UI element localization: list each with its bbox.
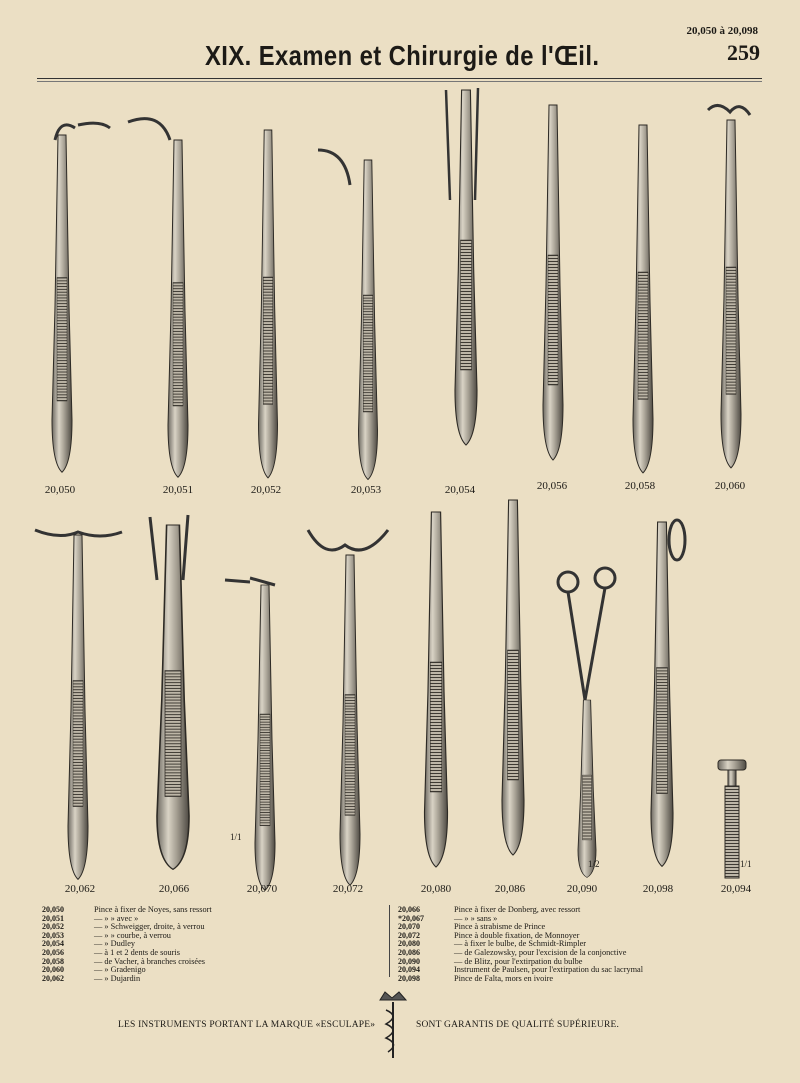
label-20053: 20,053	[350, 484, 382, 496]
legend-row: 20,072 Pince à double fixation, de Monnoyer	[398, 930, 580, 940]
legend-row: 20,051 — » » avec »	[42, 913, 139, 923]
legend-row: 20,098 Pince de Falta, mors en ivoire	[398, 973, 554, 983]
label-20090: 20,090	[566, 883, 598, 895]
legend-row: 20,080 — à fixer le bulbe, de Schmidt-Rimpler	[398, 939, 587, 949]
label-20062: 20,062	[64, 883, 96, 895]
label-20086: 20,086	[494, 883, 526, 895]
legend-row: 20,094 Instrument de Paulsen, pour l'extirpation du sac lacrymal	[398, 965, 644, 975]
label-20080: 20,080	[420, 883, 452, 895]
forceps-20050	[52, 123, 110, 472]
forceps-20051	[128, 119, 188, 478]
forceps-20098	[651, 520, 685, 866]
forceps-20072	[308, 530, 388, 885]
legend-row: 20,052 — » Schweigger, droite, à verrou	[42, 922, 205, 932]
number-range: 20,050 à 20,098	[686, 25, 758, 37]
label-20072: 20,072	[332, 883, 364, 895]
forceps-20053	[318, 150, 378, 480]
legend-right	[398, 906, 778, 983]
label-20094: 20,094	[720, 883, 752, 895]
forceps-20056	[543, 105, 563, 460]
legend-divider	[389, 905, 390, 977]
legend-row: 20,086 — de Galezowsky, pour l'excision de la conjonctive	[398, 947, 627, 957]
legend-left	[42, 906, 382, 983]
forceps-20080	[425, 512, 448, 867]
legend-row: 20,054 — » Dudley	[42, 939, 136, 949]
legend-row: 20,053 — » » courbe, à verrou	[42, 930, 171, 940]
forceps-20052	[259, 130, 278, 478]
label-20054: 20,054	[444, 484, 476, 496]
page-title: XIX. Examen et Chirurgie de l'Œil.	[205, 40, 600, 71]
footer-left: LES INSTRUMENTS PORTANT LA MARQUE «ESCULAPE»	[118, 1020, 376, 1030]
legend-row: 20,090 — de Blitz, pour l'extirpation du bulbe	[398, 956, 583, 966]
label-20052: 20,052	[250, 484, 282, 496]
legend-row: 20,050 Pince à fixer de Noyes, sans ressort	[42, 905, 212, 914]
forceps-20086	[502, 500, 524, 855]
legend-row: 20,070 Pince à strabisme de Prince	[398, 922, 546, 932]
legend-row: 20,060 — » Gradenigo	[42, 965, 146, 975]
esculape-logo	[380, 992, 406, 1058]
legend-row: 20,062 — » Dujardin	[42, 973, 141, 983]
label-20058: 20,058	[624, 480, 656, 492]
legend-row: 20,056 — à 1 et 2 dents de souris	[42, 947, 180, 957]
legend-row: 20,066 Pince à fixer de Donberg, avec ressort	[398, 905, 581, 914]
forceps-20090	[558, 568, 615, 878]
scale-mark: 1/1	[230, 832, 242, 842]
forceps-20054	[446, 88, 478, 445]
forceps-20066	[150, 515, 189, 869]
scale-mark: 1/1	[740, 859, 752, 869]
page-number: 259	[727, 40, 760, 65]
label-20066: 20,066	[158, 883, 190, 895]
label-20060: 20,060	[714, 480, 746, 492]
forceps-20060	[708, 105, 750, 467]
label-20056: 20,056	[536, 480, 568, 492]
forceps-20062	[35, 530, 122, 879]
label-20098: 20,098	[642, 883, 674, 895]
label-20050: 20,050	[44, 484, 76, 496]
label-20070: 20,070	[246, 883, 278, 895]
label-20051: 20,051	[162, 484, 194, 496]
scale-mark: 1/2	[588, 859, 600, 869]
legend-row: 20,058 — de Vacher, à branches croisées	[42, 956, 206, 966]
legend-row: *20,067 — » » sans »	[398, 913, 498, 923]
footer-right: SONT GARANTIS DE QUALITÉ SUPÉRIEURE.	[416, 1020, 620, 1030]
forceps-20058	[633, 125, 653, 473]
forceps-20070	[225, 578, 275, 890]
